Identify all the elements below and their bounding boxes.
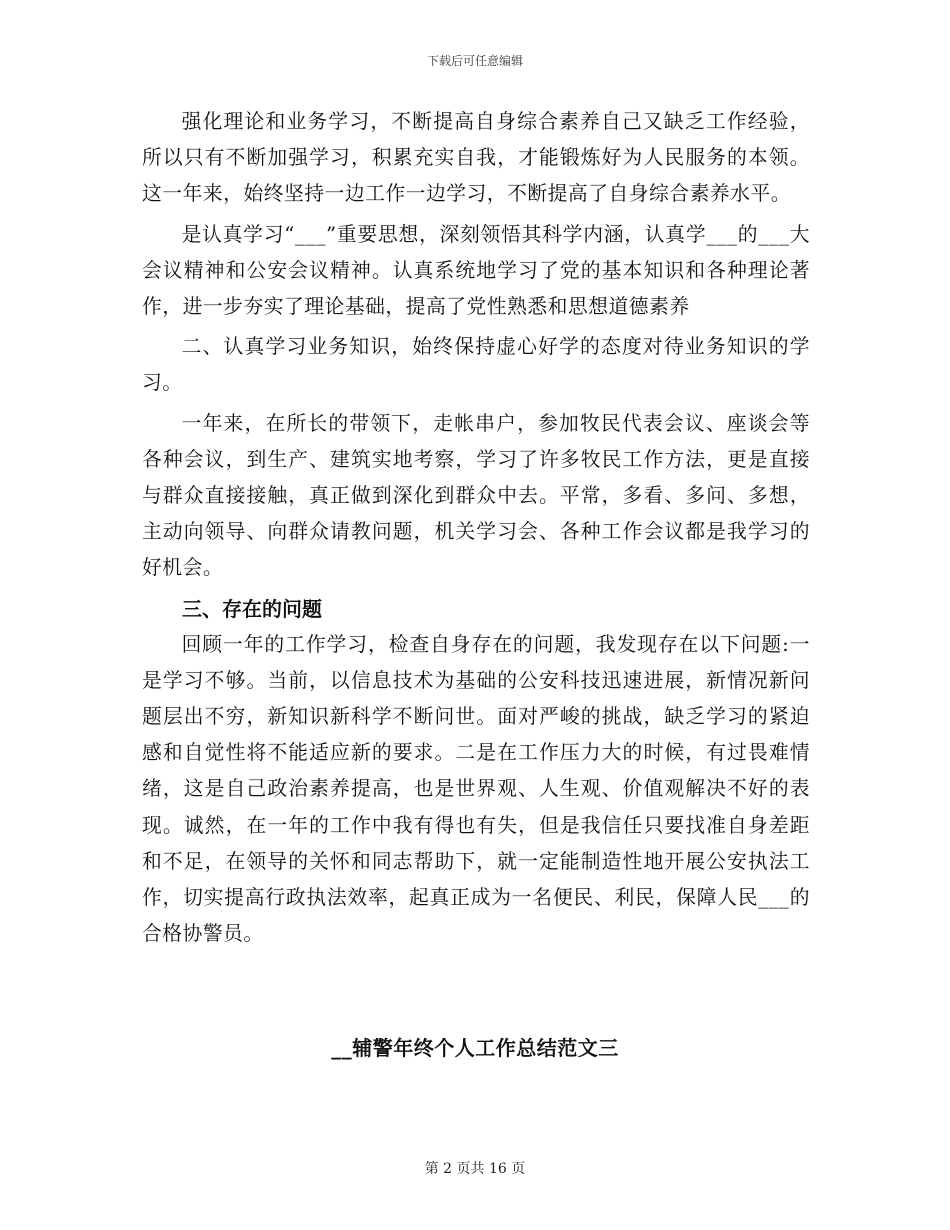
header-note: 下载后可任意编辑 [426, 54, 523, 68]
next-document-title: __辅警年终个人工作总结范文三 [331, 1036, 619, 1060]
paragraph-problems: 回顾一年的工作学习，检查自身存在的问题，我发现存在以下问题:一是学习不够。当前，以信息技术为基础的公安科技迅速进展，新情况新问题层出不穷，新知识新科学不断问世。面对严峻的挑战，缺乏学习的紧迫感和自觉性将不能适应新的要求。二是在工作压力大的时候，有过畏难情绪，这是自己政治素养提高，也是世界观、人生观、价值观解决不好的表现。诚然，在一年的工作中我有得也有失，但是我信任只要找准自身差距和不足，在领导的关怀和同志帮助下，就一定能制造性地开展公安执法工作，切实提高行政执法效率，起真正成为一名便民、利民，保障人民___的合格协警员。 [142, 632, 810, 946]
paragraph-year-review: 一年来，在所长的带领下，走帐串户，参加牧民代表会议、座谈会等各种会议，到生产、建筑实地考察，学习了许多牧民工作方法，更是直接与群众直接接触，真正做到深化到群众中去。平常，多看、多问、多想，主动向领导、向群众请教问题，机关学习会、各种工作会议都是我学习的好机会。 [142, 411, 810, 580]
paragraph-business-knowledge: 二、认真学习业务知识，始终保持虚心好学的态度对待业务知识的学习。 [142, 335, 810, 395]
paragraph-study-theory: 强化理论和业务学习，不断提高自身综合素养自己又缺乏工作经验，所以只有不断加强学习，积累充实自我，才能锻炼好为人民服务的本领。这一年来，始终坚持一边工作一边学习，不断提高了自身综合素养水平。 [142, 110, 810, 206]
page-number: 第 2 页共 16 页 [424, 1161, 526, 1177]
document-body [142, 104, 810, 952]
section-heading-problems: 三、存在的问题 [182, 596, 322, 621]
paragraph-political-study: 是认真学习“___”重要思想，深刻领悟其科学内涵，认真学___的___大会议精神和公安会议精神。认真系统地学习了党的基本知识和各种理论著作，进一步夯实了理论基础，提高了党性熟悉和思想道德素养 [142, 222, 810, 319]
